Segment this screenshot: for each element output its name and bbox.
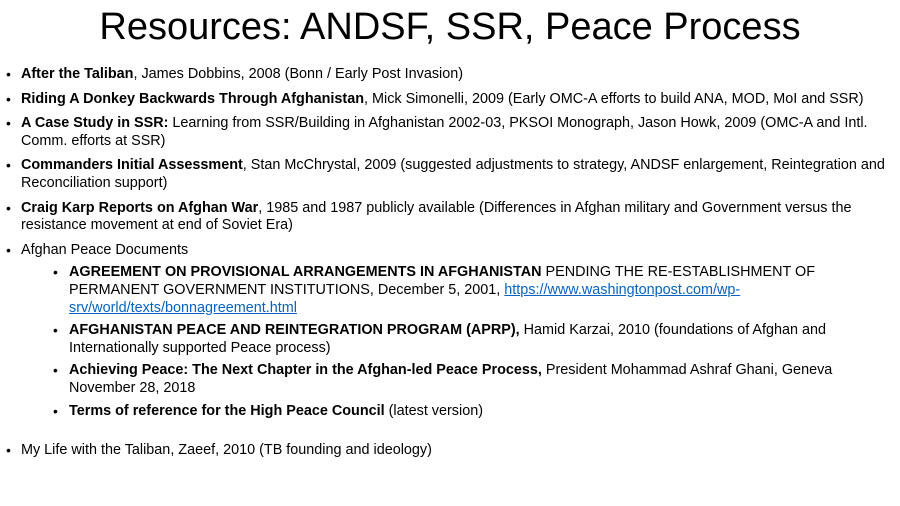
bonn-agreement-link[interactable]: https://www.washingtonpost.com/wp-srv/world/texts/bonnagreement.html (69, 281, 741, 316)
peace-docs-label: Afghan Peace Documents (21, 241, 189, 258)
item-title: Terms of reference for the High Peace Council (69, 402, 385, 419)
sub-list-item (21, 264, 895, 317)
sub-list-item (21, 403, 895, 421)
resource-list (5, 66, 895, 460)
item-detail: , James Dobbins, 2008 (Bonn / Early Post Invasion) (133, 66, 464, 82)
list-item (5, 115, 895, 150)
item-detail: Learning from SSR/Building in Afghanistan 2002-03, PKSOI Monograph, Jason Howk, 2009 (OMC-A and Intl. Comm. efforts at SSR) (21, 115, 868, 149)
item-detail: President Mohammad Ashraf Ghani, Geneva November 28, 2018 (69, 362, 833, 396)
list-item (5, 157, 895, 192)
item-title: Commanders Initial Assessment (21, 157, 243, 174)
item-detail: (latest version) (384, 402, 483, 419)
item-title: Achieving Peace: The Next Chapter in the Afghan-led Peace Process, (69, 362, 542, 379)
item-title: Craig Karp Reports on Afghan War (21, 199, 259, 216)
item-detail: PENDING THE RE-ESTABLISHMENT OF PERMANENT GOVERNMENT INSTITUTIONS, December 5, 2001, (69, 264, 815, 298)
item-detail: , 1985 and 1987 publicly available (Differences in Afghan military and Government versus the resistance movement at end of Soviet Era) (21, 199, 852, 234)
item-detail: , Mick Simonelli, 2009 (Early OMC-A efforts to build ANA, MOD, MoI and SSR) (364, 90, 864, 107)
item-title: AFGHANISTAN PEACE AND REINTEGRATION PROGRAM (APRP), (69, 322, 520, 339)
list-item (5, 442, 895, 460)
item-title: After the Taliban (21, 66, 134, 82)
item-title: A Case Study in SSR: (21, 115, 169, 132)
list-item (5, 91, 895, 109)
list-item (5, 66, 895, 84)
peace-docs-list (21, 264, 895, 420)
sub-list-item (21, 362, 895, 397)
sub-list-item (21, 322, 895, 357)
slide-title: Resources: ANDSF, SSR, Peace Process (99, 6, 801, 48)
slide-content (5, 66, 895, 467)
item-title: AGREEMENT ON PROVISIONAL ARRANGEMENTS IN AFGHANISTAN (69, 264, 542, 281)
item-detail: My Life with the Taliban, Zaeef, 2010 (TB founding and ideology) (21, 442, 432, 459)
list-item-peace-documents (5, 242, 895, 420)
item-title: Riding A Donkey Backwards Through Afghanistan (21, 90, 365, 107)
item-detail: Hamid Karzai, 2010 (foundations of Afghan and Internationally supported Peace process) (69, 322, 827, 356)
item-detail: , Stan McChrystal, 2009 (suggested adjustments to strategy, ANDSF enlargement, Reintegration and Reconciliation support) (21, 157, 885, 191)
list-item (5, 200, 895, 235)
